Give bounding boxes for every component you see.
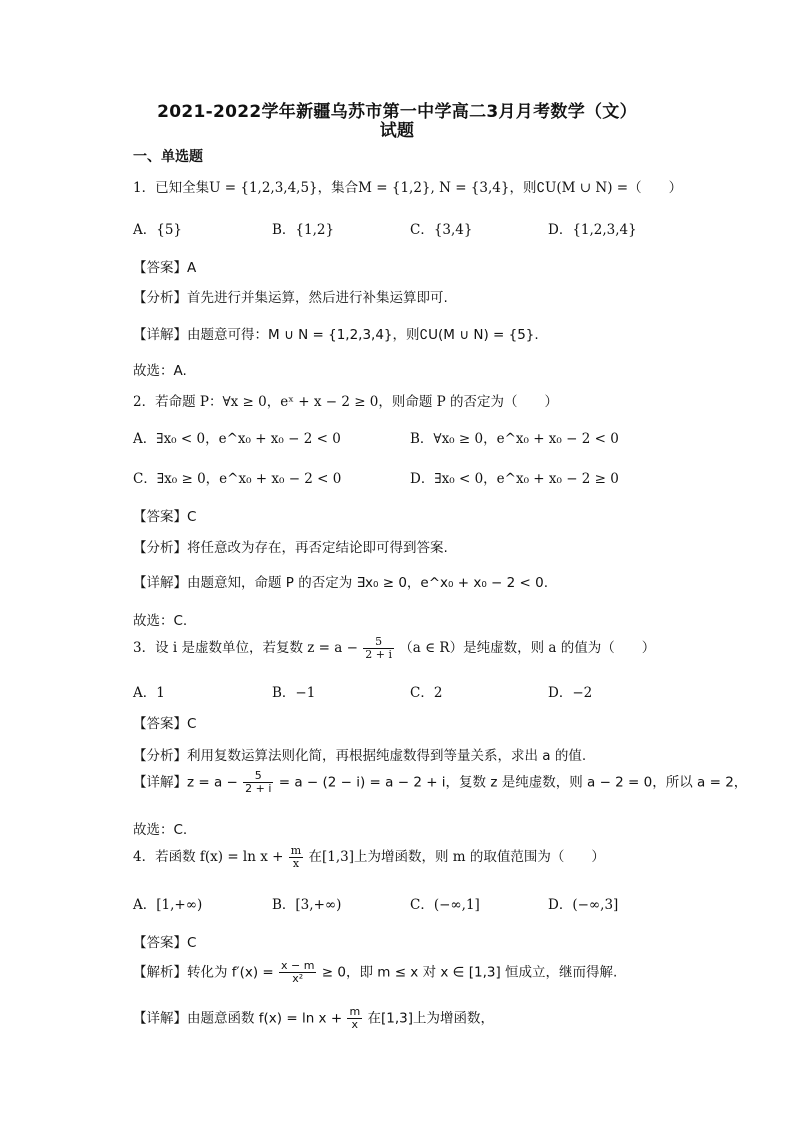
q3-fraction-denominator: 2 + i (365, 648, 392, 661)
q4-detail-fraction (347, 1006, 362, 1031)
section-heading: 一、单选题 (133, 149, 203, 165)
q1-option-c: C．{3,4} (410, 222, 473, 238)
q4-detail-pre: 【详解】由题意函数 f(x) = ln x + (133, 1010, 343, 1027)
q2-option-d: D．∃x₀ < 0，e^x₀ + x₀ − 2 ≥ 0 (410, 471, 619, 487)
q3-detail-fraction-numerator: 5 (243, 770, 273, 783)
q4-fraction-numerator: m (290, 844, 302, 857)
q2-option-c: C．∃x₀ ≥ 0，e^x₀ + x₀ − 2 < 0 (133, 471, 342, 487)
q2-conclusion: 故选：C. (133, 613, 188, 629)
q4-option-d: D．(−∞,3] (548, 897, 619, 913)
q4-option-c: C．(−∞,1] (410, 897, 480, 913)
q4-analysis (133, 960, 617, 985)
q3-detail (133, 770, 747, 795)
q4-analysis-fraction-numerator: x − m (281, 959, 315, 972)
q4-analysis-fraction (279, 960, 316, 985)
q3-option-d: D．−2 (548, 685, 593, 701)
q3-detail-post: = a − (2 − i) = a − 2 + i，复数 z 是纯虚数，则 a − 2 = 0，所以 a = 2， (278, 774, 748, 791)
q3-option-a: A．1 (133, 685, 165, 701)
q2-answer: 【答案】C (133, 509, 197, 525)
q4-option-b: B．[3,+∞) (272, 897, 342, 913)
q4-fraction-denominator: x (292, 857, 300, 870)
q4-analysis-fraction-denominator: x² (292, 972, 304, 985)
q3-fraction-numerator: 5 (363, 636, 394, 649)
q4-analysis-post: ≥ 0，即 m ≤ x 对 x ∈ [1,3] 恒成立，继而得解. (321, 964, 618, 981)
q4-option-a: A．[1,+∞) (133, 897, 203, 913)
q3-stem-post: （a ∈ R）是纯虚数，则 a 的值为（ ） (399, 640, 656, 656)
q1-conclusion: 故选：A. (133, 363, 187, 379)
q4-stem-post: 在[1,3]上为增函数，则 m 的取值范围为（ ） (308, 849, 605, 865)
document-title: 2021-2022学年新疆乌苏市第一中学高二3月月考数学（文） (157, 102, 637, 122)
q3-analysis: 【分析】利用复数运算法则化简，再根据纯虚数得到等量关系，求出 a 的值. (133, 748, 587, 764)
q3-option-c: C．2 (410, 685, 443, 701)
q1-analysis: 【分析】首先进行并集运算，然后进行补集运算即可. (133, 290, 448, 306)
q1-option-d: D．{1,2,3,4} (548, 222, 637, 238)
q2-analysis: 【分析】将任意改为存在，再否定结论即可得到答案. (133, 540, 448, 556)
q4-fraction (289, 845, 303, 870)
q4-detail (133, 1006, 494, 1031)
q3-answer: 【答案】C (133, 716, 197, 732)
q3-detail-fraction-denominator: 2 + i (245, 782, 272, 795)
question-2-stem: 2．若命题 P：∀x ≥ 0，eˣ + x − 2 ≥ 0，则命题 P 的否定为（ ） (133, 394, 559, 410)
question-3-stem (133, 636, 655, 661)
q2-option-b: B．∀x₀ ≥ 0，e^x₀ + x₀ − 2 < 0 (410, 431, 619, 447)
q4-analysis-pre: 【解析】转化为 f′(x) = (133, 964, 274, 981)
q4-detail-post: 在[1,3]上为增函数， (367, 1010, 494, 1027)
question-1-stem: 1．已知全集U = {1,2,3,4,5}，集合M = {1,2}, N = {3,4}，则∁U(M ∪ N) =（ ） (133, 180, 683, 196)
q2-option-a: A．∃x₀ < 0，e^x₀ + x₀ − 2 < 0 (133, 431, 341, 447)
q3-stem-pre: 3．设 i 是虚数单位，若复数 z = a − (133, 640, 358, 656)
q1-option-a: A．{5} (133, 222, 183, 238)
q1-answer: 【答案】A (133, 260, 197, 276)
q1-detail: 【详解】由题意可得：M ∪ N = {1,2,3,4}，则∁U(M ∪ N) = {5}. (133, 327, 539, 343)
document-title-line2: 试题 (379, 121, 415, 141)
q4-stem-pre: 4．若函数 f(x) = ln x + (133, 849, 284, 865)
q4-detail-fraction-numerator: m (349, 1005, 361, 1018)
q2-detail: 【详解】由题意知，命题 P 的否定为 ∃x₀ ≥ 0，e^x₀ + x₀ − 2 < 0. (133, 575, 548, 591)
question-4-stem (133, 845, 605, 870)
q4-answer: 【答案】C (133, 935, 197, 951)
q3-detail-pre: 【详解】z = a − (133, 774, 238, 791)
q4-detail-fraction-denominator: x (351, 1018, 359, 1031)
q3-fraction (363, 636, 394, 661)
q3-detail-fraction (243, 770, 273, 795)
q3-conclusion: 故选：C. (133, 822, 188, 838)
q1-option-b: B．{1,2} (272, 222, 335, 238)
q3-option-b: B．−1 (272, 685, 316, 701)
